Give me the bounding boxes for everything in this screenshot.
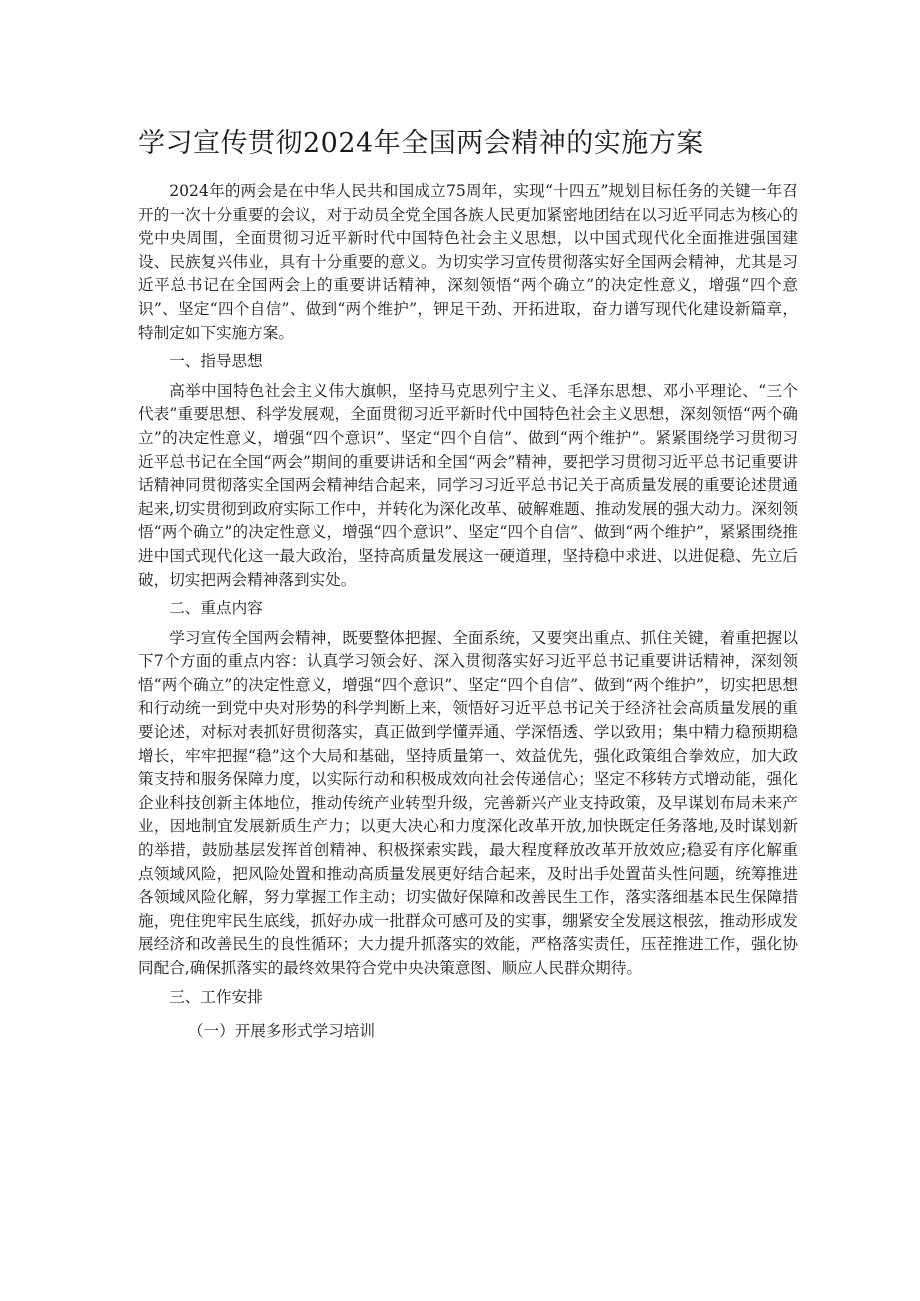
subsection-heading-training: （一）开展多形式学习培训 (187, 1022, 376, 1041)
document-body (138, 180, 798, 1044)
key-content-paragraph: 学习宣传全国两会精神，既要整体把握、全面系统，又要突出重点、抓住关键，着重把握以下7个方面的重点内容：认真学习领会好、深入贯彻落实好习近平总书记重要讲话精神，深刻领悟“两个确立”的决定性意义，增强“四个意识”、坚定“四个自信”、做到“两个维护”，切实把思想和行动统一到党中央对形势的科学判断上来，领悟好习近平总书记关于经济社会高质量发展的重要论述，对标对表抓好贯彻落实，真正做到学懂弄通、学深悟透、学以致用；集中精力稳预期稳增长，牢牢把握“稳”这个大局和基础，坚持质量第一、效益优先，强化政策组合拳效应，加大政策支持和服务保障力度，以实际行动和积极成效向社会传递信心；坚定不移转方式增动能，强化企业科技创新主体地位，推动传统产业转型升级，完善新兴产业支持政策，及早谋划布局未来产业，因地制宜发展新质生产力；以更大决心和力度深化改革开放,加快既定任务落地,及时谋划新的举措，鼓励基层发挥首创精神、积极探索实践，最大程度释放改革开放效应;稳妥有序化解重点领域风险，把风险处置和推动高质量发展更好结合起来，及时出手处置苗头性问题，统筹推进各领域风险化解，努力掌握工作主动；切实做好保障和改善民生工作，落实落细基本民生保障措施，兜住兜牢民生底线，抓好办成一批群众可感可及的实事，绷紧安全发展这根弦，推动形成发展经济和改善民生的良性循环；大力提升抓落实的效能，严格落实责任，压茬推进工作，强化协同配合,确保抓落实的最终效果符合党中央决策意图、顺应人民群众期待。 (138, 628, 798, 977)
intro-paragraph: 2024年的两会是在中华人民共和国成立75周年，实现“十四五”规划目标任务的关键一年召开的一次十分重要的会议，对于动员全党全国各族人民更加紧密地团结在以习近平同志为核心的党中央周围，全面贯彻习近平新时代中国特色社会主义思想，以中国式现代化全面推进强国建设、民族复兴伟业，具有十分重要的意义。为切实学习宣传贯彻落实好全国两会精神，尤其是习近平总书记在全国两会上的重要讲话精神，深刻领悟“两个确立”的决定性意义，增强“四个意识”、坚定“四个自信”、做到“两个维护”，钾足干劲、开拓进取，奋力谱写现代化建设新篇章，特制定如下实施方案。 (138, 182, 798, 342)
section-heading-work-arrangement: 三、工作安排 (169, 987, 263, 1006)
guiding-ideology-paragraph: 高举中国特色社会主义伟大旗帜，坚持马克思列宁主义、毛泽东思想、邓小平理论、“三个代表”重要思想、科学发展观，全面贯彻习近平新时代中国特色社会主义思想，深刻领悟“两个确立”的决定性意义，增强“四个意识”、坚定“四个自信”、做到“两个维护”。紧紧围绕学习贯彻习近平总书记在全国“两会”期间的重要讲话和全国“两会”精神，要把学习贯彻习近平总书记重要讲话精神同贯彻落实全国两会精神结合起来，同学习习近平总书记关于高质量发展的重要论述贯通起来,切实贯彻到政府实际工作中，并转化为深化改革、破解难题、推动发展的强大动力。深刻领悟“两个确立”的决定性意义，增强“四个意识”、坚定“四个自信”、做到“两个维护”，紧紧围绕推进中国式现代化这一最大政治，坚持高质量发展这一硬道理，坚持稳中求进、以进促稳、先立后破，切实把两会精神落到实处。 (138, 381, 798, 589)
document-title: 学习宣传贯彻2024年全国两会精神的实施方案 (138, 128, 704, 159)
section-heading-guiding-ideology: 一、指导思想 (169, 352, 263, 371)
section-heading-key-content: 二、重点内容 (169, 599, 263, 618)
